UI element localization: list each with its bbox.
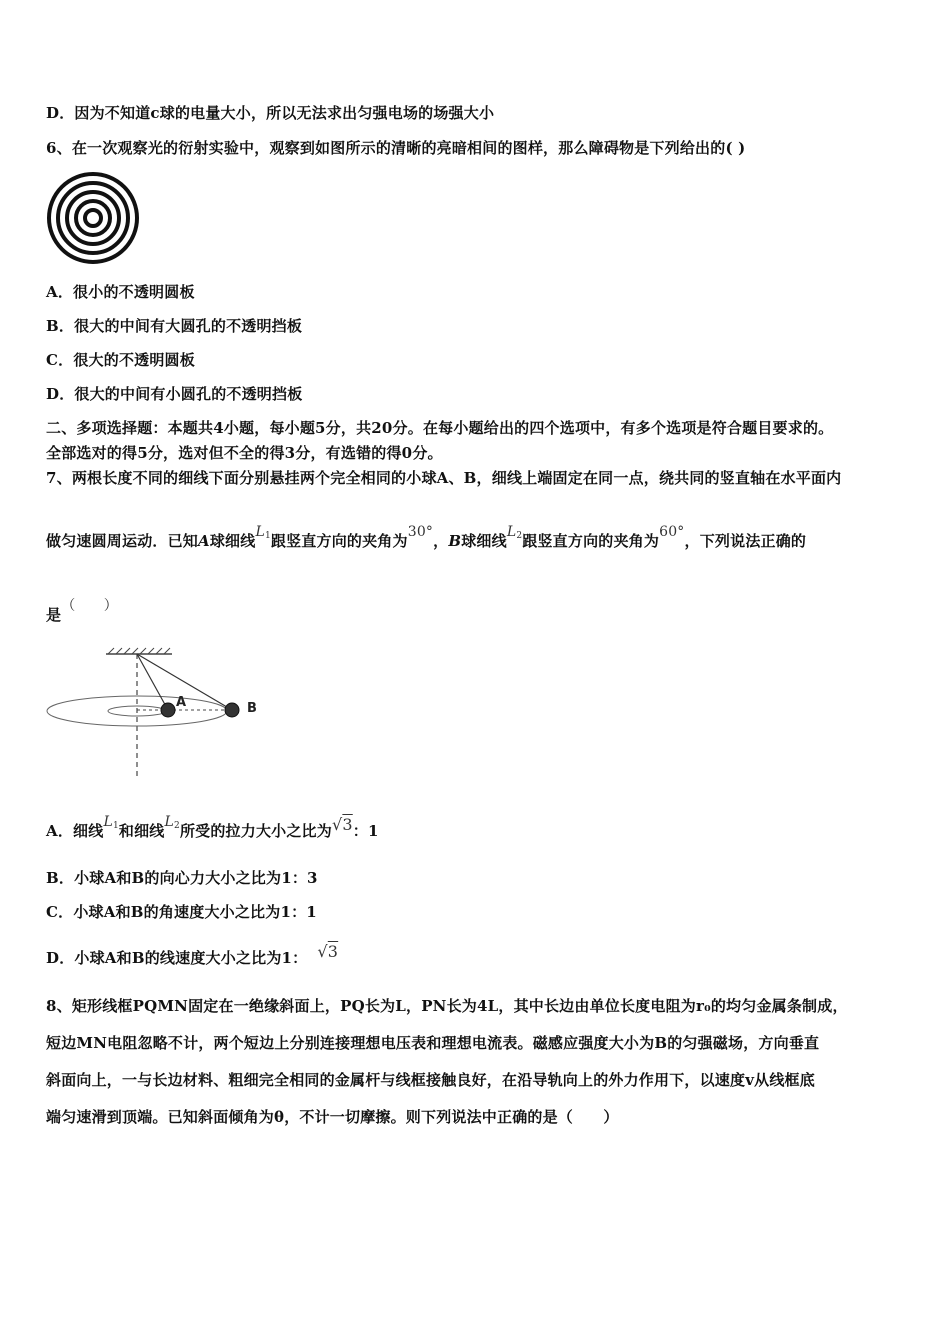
q7-ball-b: B bbox=[448, 532, 462, 550]
conical-pendulum-figure bbox=[44, 644, 274, 784]
q6-option-d: D．很大的中间有小圆孔的不透明挡板 bbox=[46, 385, 303, 403]
q7-opta-l2: $L_2$ bbox=[164, 814, 180, 831]
figure-label-a: A bbox=[176, 695, 187, 710]
section2-heading-line2: 全部选对的得5分，选对但不全的得3分，有选错的得0分。 bbox=[46, 444, 443, 462]
q7-text: ：1 bbox=[352, 822, 379, 840]
q7-opta-sqrt3: √3 bbox=[331, 815, 353, 834]
q7-text: D．小球A和B的线速度大小之比为1： bbox=[46, 949, 308, 967]
q7-opta-l1: $L_1$ bbox=[103, 814, 119, 831]
q7-stem-line1: 7、两根长度不同的细线下面分别悬挂两个完全相同的小球A、B，细线上端固定在同一点，绕共同的竖直轴在水平面内 bbox=[46, 469, 842, 487]
q7-text: 球细线 bbox=[209, 532, 256, 550]
q6-option-c: C．很大的不透明圆板 bbox=[46, 351, 195, 369]
q7-option-b: B．小球A和B的向心力大小之比为1：3 bbox=[46, 869, 318, 887]
q7-answer-paren: （ ） bbox=[61, 598, 119, 614]
q8-stem-line4: 端匀速滑到顶端。已知斜面倾角为θ，不计一切摩擦。则下列说法中正确的是（ ） bbox=[46, 1108, 619, 1126]
q7-option-d bbox=[46, 942, 339, 968]
q7-stem-line2 bbox=[46, 524, 807, 551]
q6-stem: 6、在一次观察光的衍射实验中，观察到如图所示的清晰的亮暗相间的图样，那么障碍物是下列给出的( ) bbox=[46, 139, 746, 157]
q7-l2-symbol: $L_2$ bbox=[506, 524, 523, 541]
section2-heading-line1: 二、多项选择题：本题共4小题，每小题5分，共20分。在每小题给出的四个选项中，有多个选项是符合题目要求的。 bbox=[46, 419, 834, 437]
concentric-rings-diffraction-icon bbox=[46, 171, 140, 265]
q7-ball-a: A bbox=[198, 532, 210, 550]
q8-stem-line1: 8、矩形线框PQMN固定在一绝缘斜面上，PQ长为L，PN长为4L，其中长边由单位长度电阻为r₀的均匀金属条制成， bbox=[46, 997, 848, 1015]
q6-option-a: A．很小的不透明圆板 bbox=[46, 283, 195, 301]
figure-label-b: B bbox=[247, 701, 257, 716]
q7-optd-sqrt3: √3 bbox=[317, 942, 339, 961]
q7-angle2: 60° bbox=[659, 524, 685, 540]
q7-text: ，下列说法正确的 bbox=[684, 532, 807, 550]
q7-option-c: C．小球A和B的角速度大小之比为1：1 bbox=[46, 903, 317, 921]
q7-text: 跟竖直方向的夹角为 bbox=[522, 532, 660, 550]
q7-stem-line3 bbox=[46, 598, 119, 625]
q7-text: ， bbox=[433, 532, 449, 550]
q7-text: 球细线 bbox=[461, 532, 507, 550]
q7-angle1: 30° bbox=[407, 524, 434, 540]
q8-stem-line2: 短边MN电阻忽略不计，两个短边上分别连接理想电压表和理想电流表。磁感应强度大小为B的匀强磁场，方向垂直 bbox=[46, 1034, 820, 1052]
q7-option-a bbox=[46, 814, 379, 841]
q5-option-d: D．因为不知道c球的电量大小，所以无法求出匀强电场的场强大小 bbox=[46, 104, 495, 122]
q6-option-b: B．很大的中间有大圆孔的不透明挡板 bbox=[46, 317, 303, 335]
q7-text: A．细线 bbox=[46, 822, 104, 840]
q7-text: 所受的拉力大小之比为 bbox=[179, 822, 332, 840]
q7-text: 和细线 bbox=[118, 822, 165, 840]
q7-text: 是 bbox=[46, 606, 62, 624]
q7-l1-symbol: $L_1$ bbox=[255, 524, 271, 541]
q7-text: 做匀速圆周运动．已知 bbox=[46, 532, 199, 550]
q8-stem-line3: 斜面向上，一与长边材料、粗细完全相同的金属杆与线框接触良好，在沿导轨向上的外力作用下，以速度v从线框底 bbox=[46, 1071, 815, 1089]
q7-text: 跟竖直方向的夹角为 bbox=[270, 532, 408, 550]
